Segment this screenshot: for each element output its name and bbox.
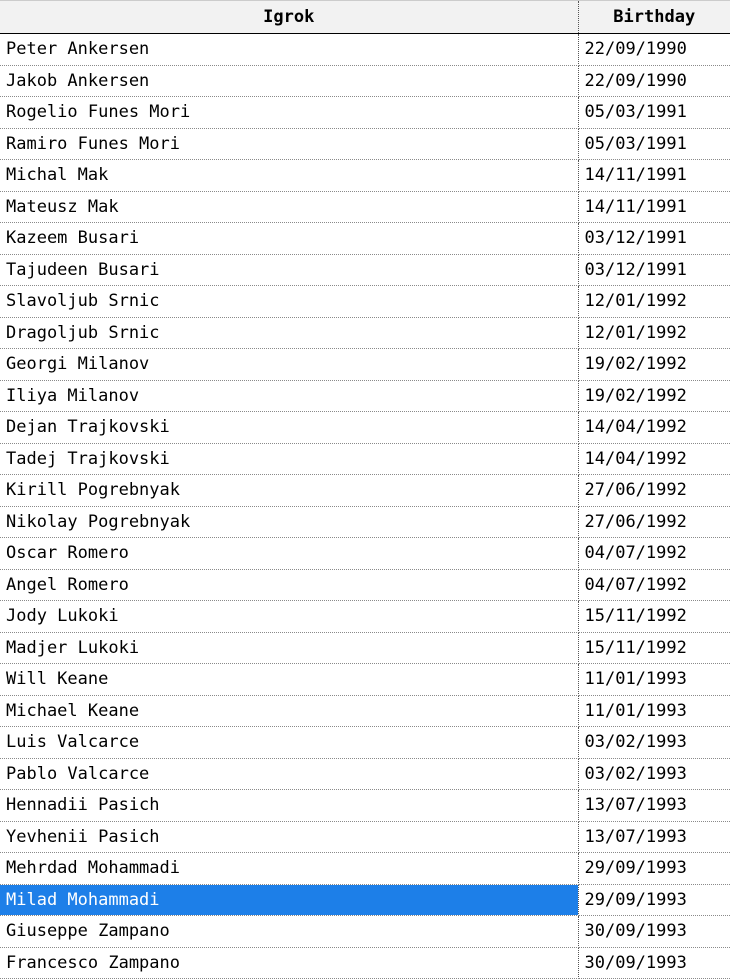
- table-row[interactable]: [0, 97, 730, 129]
- cell-birthday[interactable]: 29/09/1993: [578, 853, 730, 885]
- cell-birthday[interactable]: 12/01/1992: [578, 317, 730, 349]
- cell-birthday[interactable]: 11/01/1993: [578, 664, 730, 696]
- cell-birthday[interactable]: 15/11/1992: [578, 601, 730, 633]
- cell-igrok[interactable]: Dragoljub Srnic: [0, 317, 578, 349]
- cell-birthday[interactable]: 15/11/1992: [578, 632, 730, 664]
- cell-birthday[interactable]: 30/09/1993: [578, 947, 730, 979]
- table-row[interactable]: [0, 443, 730, 475]
- column-header-igrok[interactable]: Igrok: [0, 1, 578, 34]
- cell-birthday[interactable]: 03/12/1991: [578, 254, 730, 286]
- cell-igrok[interactable]: Michael Keane: [0, 695, 578, 727]
- table-row[interactable]: [0, 853, 730, 885]
- table-row[interactable]: [0, 65, 730, 97]
- cell-birthday[interactable]: 13/07/1993: [578, 821, 730, 853]
- table-row[interactable]: [0, 286, 730, 318]
- cell-igrok[interactable]: Francesco Zampano: [0, 947, 578, 979]
- cell-igrok[interactable]: Madjer Lukoki: [0, 632, 578, 664]
- cell-igrok[interactable]: Slavoljub Srnic: [0, 286, 578, 318]
- cell-igrok[interactable]: Jody Lukoki: [0, 601, 578, 633]
- cell-birthday[interactable]: 03/02/1993: [578, 727, 730, 759]
- cell-igrok[interactable]: Jakob Ankersen: [0, 65, 578, 97]
- cell-birthday[interactable]: 03/12/1991: [578, 223, 730, 255]
- table-row[interactable]: [0, 254, 730, 286]
- cell-igrok[interactable]: Michal Mak: [0, 160, 578, 192]
- table-header: [0, 1, 730, 34]
- table-row[interactable]: [0, 916, 730, 948]
- cell-birthday[interactable]: 22/09/1990: [578, 34, 730, 66]
- cell-igrok[interactable]: Dejan Trajkovski: [0, 412, 578, 444]
- table-body: [0, 34, 730, 979]
- table-row[interactable]: [0, 538, 730, 570]
- table-row[interactable]: [0, 128, 730, 160]
- cell-birthday[interactable]: 04/07/1992: [578, 538, 730, 570]
- cell-birthday[interactable]: 04/07/1992: [578, 569, 730, 601]
- cell-birthday[interactable]: 05/03/1991: [578, 97, 730, 129]
- table-row[interactable]: [0, 380, 730, 412]
- cell-birthday[interactable]: 05/03/1991: [578, 128, 730, 160]
- cell-birthday[interactable]: 30/09/1993: [578, 916, 730, 948]
- table-row[interactable]: [0, 160, 730, 192]
- cell-igrok[interactable]: Kirill Pogrebnyak: [0, 475, 578, 507]
- cell-igrok[interactable]: Ramiro Funes Mori: [0, 128, 578, 160]
- table-row[interactable]: [0, 790, 730, 822]
- table-row[interactable]: [0, 821, 730, 853]
- cell-igrok[interactable]: Tadej Trajkovski: [0, 443, 578, 475]
- cell-igrok[interactable]: Georgi Milanov: [0, 349, 578, 381]
- table-row[interactable]: [0, 947, 730, 979]
- cell-igrok[interactable]: Milad Mohammadi: [0, 884, 578, 916]
- cell-igrok[interactable]: Hennadii Pasich: [0, 790, 578, 822]
- cell-birthday[interactable]: 27/06/1992: [578, 506, 730, 538]
- cell-birthday[interactable]: 19/02/1992: [578, 349, 730, 381]
- cell-birthday[interactable]: 14/11/1991: [578, 191, 730, 223]
- cell-birthday[interactable]: 11/01/1993: [578, 695, 730, 727]
- cell-igrok[interactable]: Giuseppe Zampano: [0, 916, 578, 948]
- cell-igrok[interactable]: Pablo Valcarce: [0, 758, 578, 790]
- cell-igrok[interactable]: Iliya Milanov: [0, 380, 578, 412]
- cell-igrok[interactable]: Angel Romero: [0, 569, 578, 601]
- cell-birthday[interactable]: 19/02/1992: [578, 380, 730, 412]
- cell-igrok[interactable]: Luis Valcarce: [0, 727, 578, 759]
- table-row[interactable]: [0, 506, 730, 538]
- cell-igrok[interactable]: Kazeem Busari: [0, 223, 578, 255]
- table-header-row: [0, 1, 730, 34]
- cell-igrok[interactable]: Yevhenii Pasich: [0, 821, 578, 853]
- cell-birthday[interactable]: 14/11/1991: [578, 160, 730, 192]
- table-row[interactable]: [0, 317, 730, 349]
- cell-birthday[interactable]: 14/04/1992: [578, 412, 730, 444]
- cell-igrok[interactable]: Mateusz Mak: [0, 191, 578, 223]
- cell-birthday[interactable]: 13/07/1993: [578, 790, 730, 822]
- table-row[interactable]: [0, 632, 730, 664]
- cell-igrok[interactable]: Nikolay Pogrebnyak: [0, 506, 578, 538]
- table-row[interactable]: [0, 664, 730, 696]
- table-row[interactable]: [0, 695, 730, 727]
- table-row[interactable]: [0, 223, 730, 255]
- cell-igrok[interactable]: Rogelio Funes Mori: [0, 97, 578, 129]
- table-row[interactable]: [0, 475, 730, 507]
- table-row[interactable]: [0, 569, 730, 601]
- table-row[interactable]: [0, 601, 730, 633]
- table-row[interactable]: [0, 758, 730, 790]
- cell-igrok[interactable]: Oscar Romero: [0, 538, 578, 570]
- table-row[interactable]: [0, 884, 730, 916]
- cell-birthday[interactable]: 03/02/1993: [578, 758, 730, 790]
- cell-birthday[interactable]: 14/04/1992: [578, 443, 730, 475]
- cell-birthday[interactable]: 22/09/1990: [578, 65, 730, 97]
- cell-igrok[interactable]: Peter Ankersen: [0, 34, 578, 66]
- cell-birthday[interactable]: 12/01/1992: [578, 286, 730, 318]
- table-row[interactable]: [0, 191, 730, 223]
- table-row[interactable]: [0, 727, 730, 759]
- column-header-birthday[interactable]: Birthday: [578, 1, 730, 34]
- cell-igrok[interactable]: Tajudeen Busari: [0, 254, 578, 286]
- cell-birthday[interactable]: 29/09/1993: [578, 884, 730, 916]
- table-row[interactable]: [0, 349, 730, 381]
- cell-birthday[interactable]: 27/06/1992: [578, 475, 730, 507]
- table-row[interactable]: [0, 34, 730, 66]
- cell-igrok[interactable]: Mehrdad Mohammadi: [0, 853, 578, 885]
- cell-igrok[interactable]: Will Keane: [0, 664, 578, 696]
- table-row[interactable]: [0, 412, 730, 444]
